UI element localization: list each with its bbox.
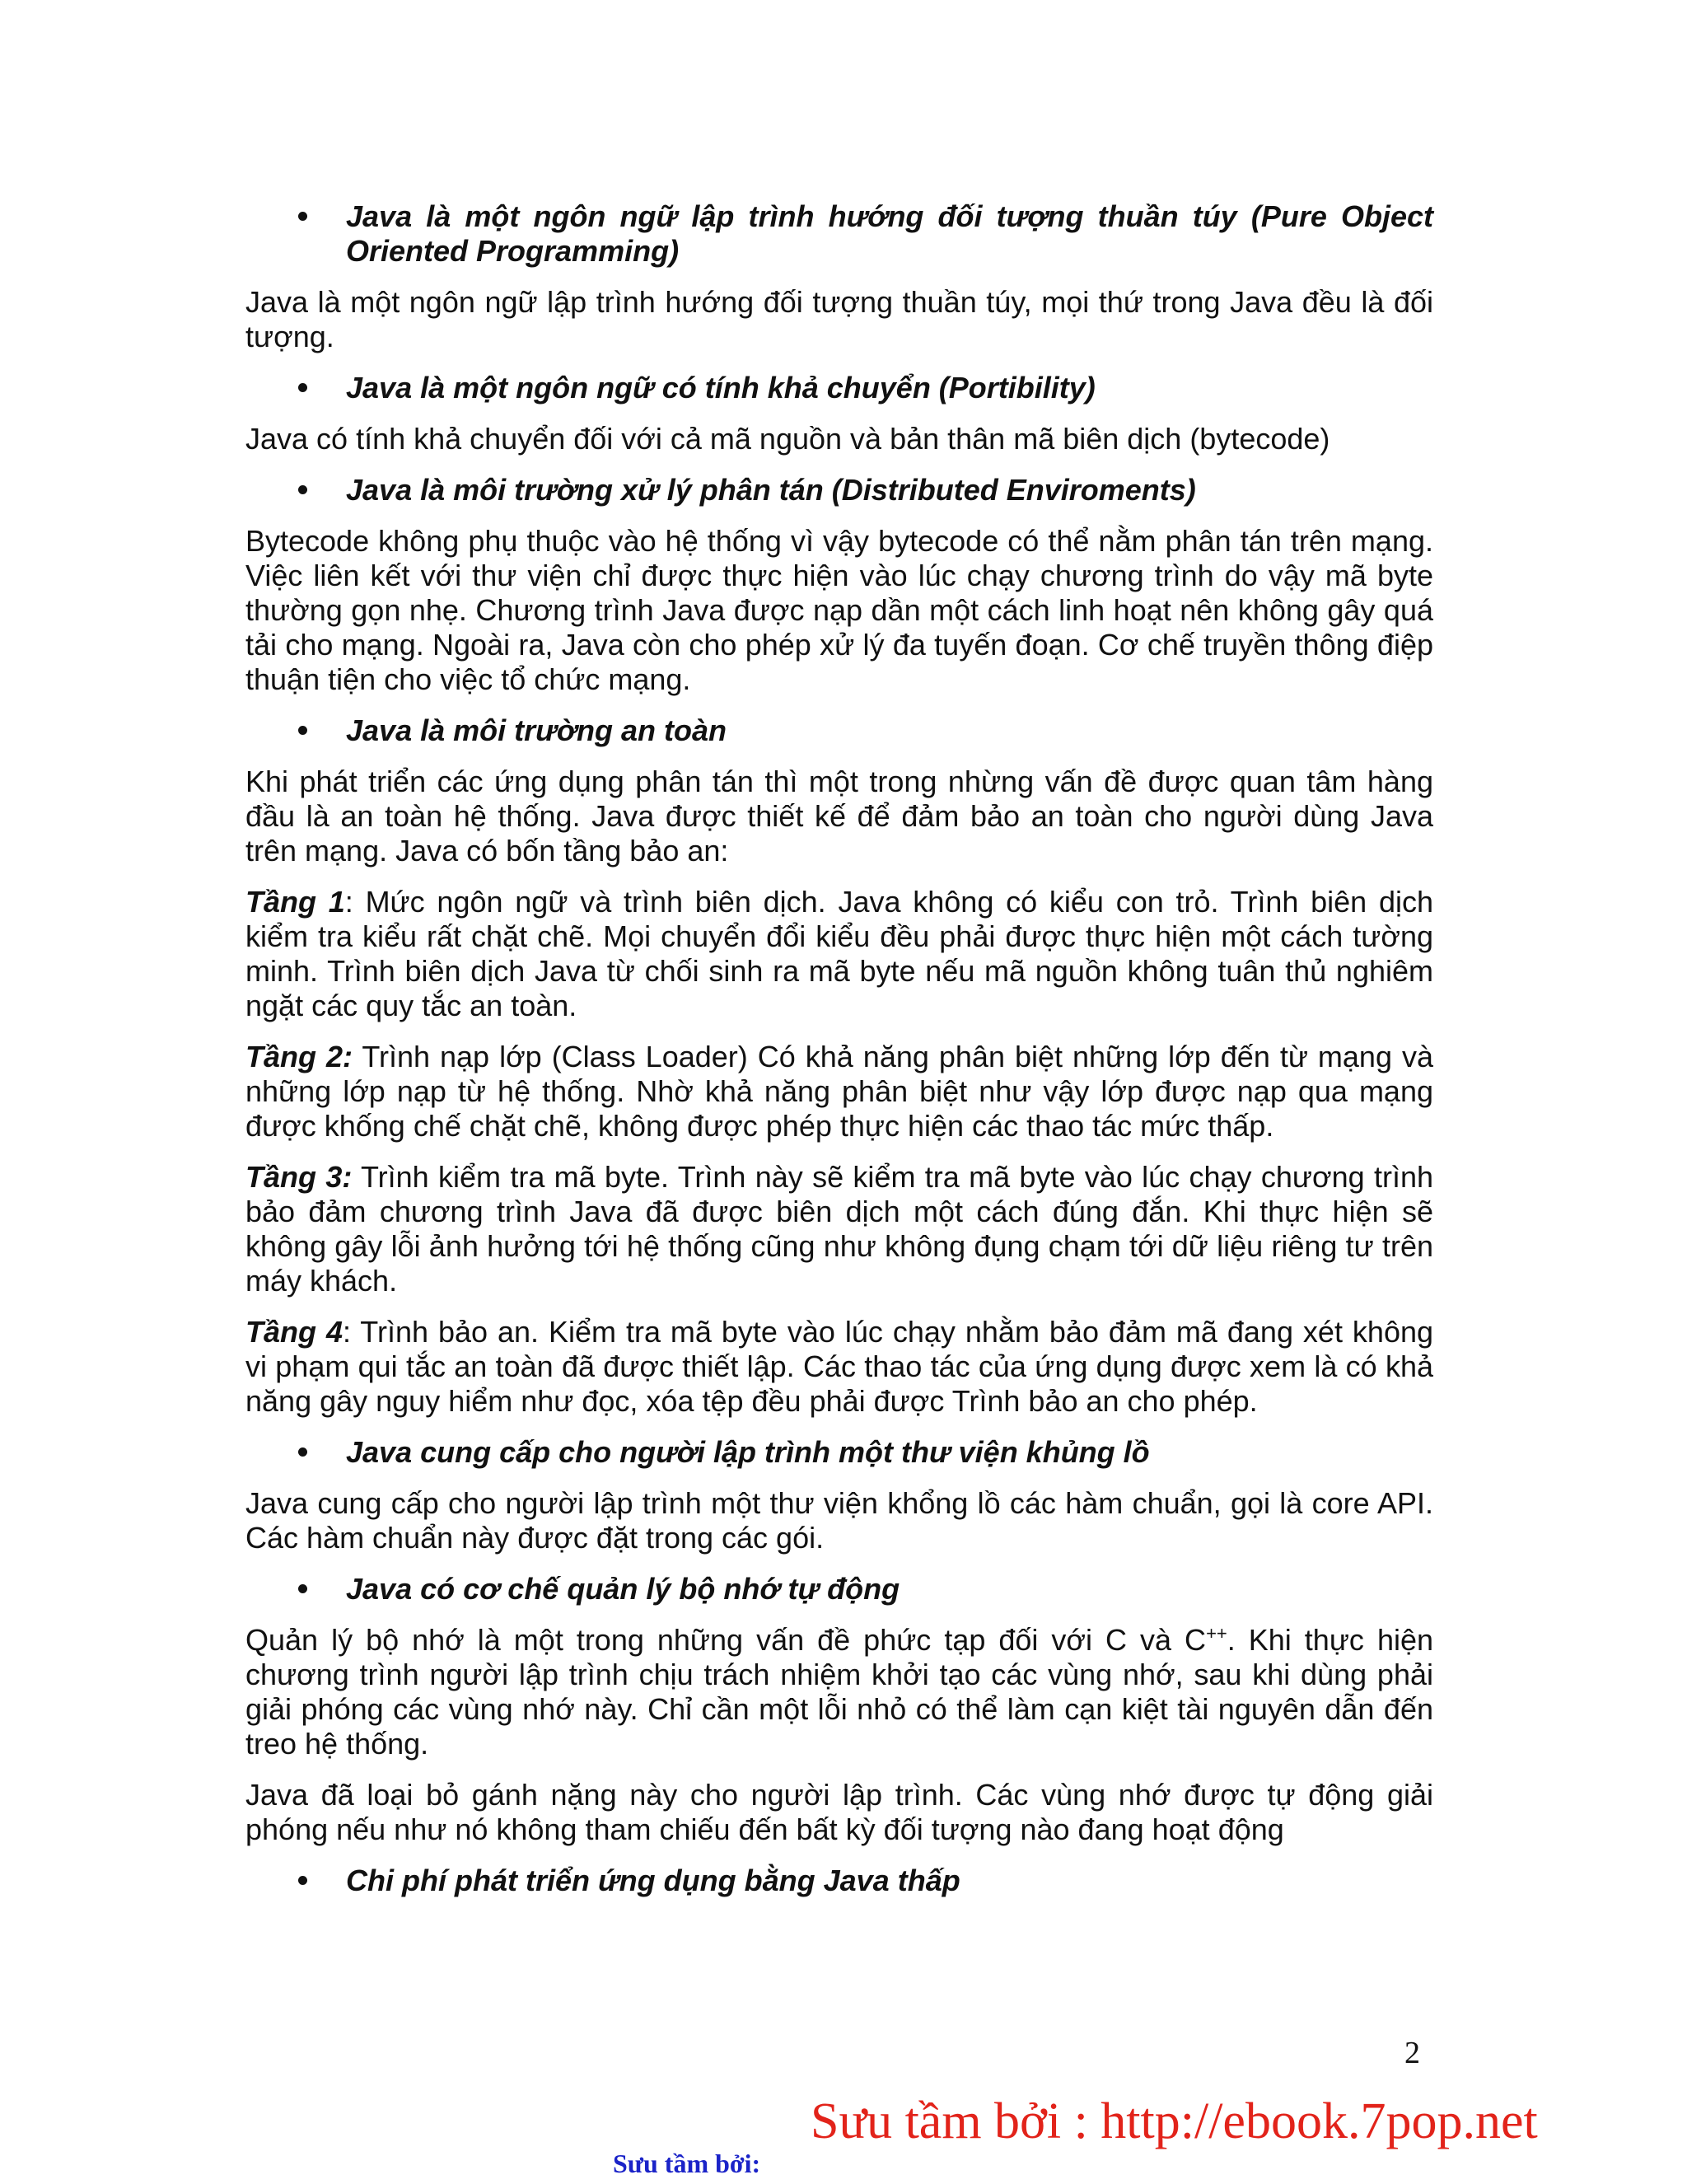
heading-text: Chi phí phát triển ứng dụng bằng Java thấp (346, 1864, 960, 1897)
security-layer-paragraph (245, 1040, 1433, 1143)
paragraph-text: Bytecode không phụ thuộc vào hệ thống vì vậy bytecode có thể nằm phân tán trên mạng. Việc liên kết với thư viện chỉ được thực hiện vào lúc chạy chương trình do vậy mã byte thường gọn nhẹ. Chương trình Java được nạp dần một cách linh hoạt nên không gây quá tải cho mạng. Ngoài ra, Java còn cho phép xử lý đa tuyến đoạn. Cơ chế truyền thông điệp thuận tiện cho việc tổ chức mạng. (245, 524, 1433, 696)
bullet-icon (298, 212, 307, 221)
paragraph (245, 285, 1433, 354)
paragraph-text: Khi phát triển các ứng dụng phân tán thì một trong nhừng vấn đề được quan tâm hàng đầu là an toàn hệ thống. Java được thiết kế để đảm bảo an toàn cho người dùng Java trên mạng. Java có bốn tầng bảo an: (245, 765, 1433, 868)
paragraph (245, 1486, 1433, 1555)
layer-label: Tầng 4 (245, 1315, 343, 1349)
security-layer-paragraph (245, 1315, 1433, 1419)
layer-label: Tầng 2: (245, 1040, 353, 1073)
bullet-icon (298, 726, 307, 735)
watermark-link[interactable]: Sưu tầm bởi : http://ebook.7pop.net (811, 2093, 1538, 2149)
layer-label: Tầng 3: (245, 1160, 353, 1194)
bullet-heading (245, 713, 1433, 748)
paragraph-text: Java đã loại bỏ gánh nặng này cho người lập trình. Các vùng nhớ được tự động giải phóng nếu như nó không tham chiếu đến bất kỳ đối tượng nào đang hoạt động (245, 1778, 1433, 1846)
paragraph (245, 524, 1433, 697)
paragraph (245, 1778, 1433, 1847)
bullet-heading (245, 1435, 1433, 1470)
bullet-icon (298, 485, 307, 494)
paragraph-text: Quản lý bộ nhớ là một trong những vấn đề phức tạp đối với C và C (245, 1623, 1207, 1657)
heading-text: Java là một ngôn ngữ có tính khả chuyển (Portibility) (346, 371, 1096, 405)
paragraph (245, 765, 1433, 868)
security-layer-paragraph (245, 885, 1433, 1023)
bullet-icon (298, 1584, 307, 1593)
bullet-icon (298, 1876, 307, 1885)
bullet-heading (245, 1864, 1433, 1898)
bullet-icon (298, 383, 307, 392)
superscript: ++ (1206, 1623, 1227, 1644)
source-credit: Sưu tầm bởi: (613, 2149, 761, 2178)
security-layer-paragraph (245, 1160, 1433, 1298)
bullet-heading (245, 1572, 1433, 1606)
paragraph-text: Java là một ngôn ngữ lập trình hướng đối tượng thuần túy, mọi thứ trong Java đều là đối tượng. (245, 285, 1433, 353)
heading-text: Java cung cấp cho người lập trình một thư viện khủng lồ (346, 1435, 1150, 1469)
heading-text: Java là một ngôn ngữ lập trình hướng đối tượng thuần túy (Pure Object Oriented Programming) (346, 199, 1433, 268)
paragraph-text: Trình kiểm tra mã byte. Trình này sẽ kiểm tra mã byte vào lúc chạy chương trình bảo đảm chương trình Java đã được biên dịch một cách đúng đắn. Khi thực hiện sẽ không gây lỗi ảnh hưởng tới hệ thống cũng như không đụng chạm tới dữ liệu riêng tư trên máy khách. (245, 1160, 1433, 1298)
layer-label: Tầng 1 (245, 885, 345, 919)
paragraph-text: Java có tính khả chuyển đối với cả mã nguồn và bản thân mã biên dịch (bytecode) (245, 422, 1330, 456)
bullet-heading (245, 371, 1433, 405)
heading-text: Java là môi trường xử lý phân tán (Distributed Enviroments) (346, 473, 1196, 507)
heading-text: Java có cơ chế quản lý bộ nhớ tự động (346, 1572, 900, 1606)
bullet-icon (298, 1447, 307, 1457)
heading-text: Java là môi trường an toàn (346, 713, 727, 747)
page-number: 2 (1404, 2036, 1420, 2070)
paragraph-text: Trình nạp lớp (Class Loader) Có khả năng phân biệt những lớp đến từ mạng và những lớp nạp từ hệ thống. Nhờ khả năng phân biệt như vậy lớp được nạp qua mạng được khống chế chặt chẽ, không được phép thực hiện các thao tác mức thấp. (245, 1040, 1433, 1143)
bullet-heading (245, 199, 1433, 269)
paragraph-text: Java cung cấp cho người lập trình một thư viện khổng lồ các hàm chuẩn, gọi là core API. Các hàm chuẩn này được đặt trong các gói. (245, 1486, 1433, 1555)
paragraph-text: : Trình bảo an. Kiểm tra mã byte vào lúc chạy nhằm bảo đảm mã đang xét không vi phạm qui tắc an toàn đã được thiết lập. Các thao tác của ứng dụng được xem là có khả năng gây nguy hiểm như đọc, xóa tệp đều phải được Trình bảo an cho phép. (245, 1315, 1434, 1418)
paragraph (245, 422, 1433, 456)
paragraph-text: . Khi thực hiện chương trình người lập trình chịu trách nhiệm khởi tạo các vùng nhớ, sau khi dùng phải giải phóng các vùng nhớ này. Chỉ cần một lỗi nhỏ có thể làm cạn kiệt tài nguyên dẫn đến treo hệ thống. (245, 1623, 1434, 1761)
paragraph-text: : Mức ngôn ngữ và trình biên dịch. Java không có kiểu con trỏ. Trình biên dịch kiểm tra kiểu rất chặt chẽ. Mọi chuyển đổi kiểu đều phải được thực hiện một cách tường minh. Trình biên dịch Java từ chối sinh ra mã byte nếu mã nguồn không tuân thủ nghiêm ngặt các quy tắc an toàn. (245, 885, 1434, 1022)
paragraph (245, 1623, 1433, 1761)
page-content (245, 199, 1433, 1915)
bullet-heading (245, 473, 1433, 507)
